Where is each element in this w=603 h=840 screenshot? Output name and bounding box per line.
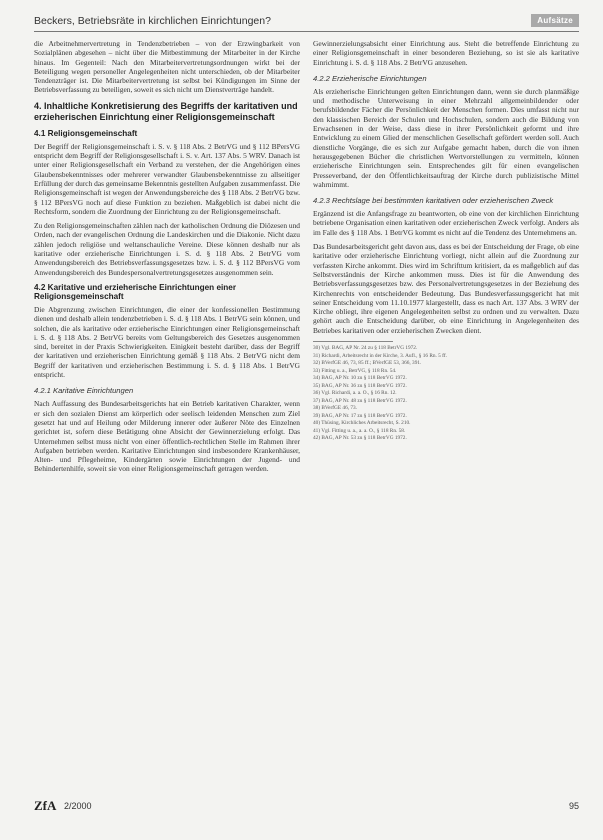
footnote: 32) BVerfGE 46, 73, 85 ff.; BVerfGE 53, 366, 391.: [313, 360, 422, 367]
footnote: 35) BAG, AP Nr. 36 zu § 118 BetrVG 1972.: [313, 382, 407, 389]
footnote: 33) Fitting u. a., BetrVG, § 118 Rn. 54.: [313, 367, 397, 374]
page-number: 95: [568, 801, 579, 811]
footnote: 30) Vgl. BAG, AP Nr. 24 zu § 118 BetrVG 1972.: [313, 345, 418, 352]
paragraph: Der Begriff der Religionsgemeinschaft i. S. v. § 118 Abs. 2 BetrVG und § 112 BPersVG entspricht dem Begriff der Religionsgesellschaft i. S. v. Art. 137 Abs. 5 WRV. Danach ist unter einer Religionsgesellschaft ein Verband zu verstehen, der die Angehörigen eines Glaubensbekenntnisses oder mehrerer verwandter Glaubensbekenntnisse zu allseitiger Erfüllung der durch das gemeinsame Bekenntnis gestellten Aufgaben zusammenfasst. Die Religionsgemeinschaft ist wegen der Anwendungsbereiche des § 118 Abs. 2 BetrVG bzw. § 112 BPersVG noch auf diese Funktion zu beziehen. Maßgeblich ist dabei nicht die Rechtsform, sondern die Zuordnung der Einrichtung zu der Religionsgemeinschaft.: [34, 141, 300, 216]
page-footer: [34, 798, 579, 816]
footnote: 31) Richardi, Arbeitsrecht in der Kirche, 3. Aufl., § 16 Rn. 5 ff.: [313, 352, 447, 359]
subsubsection-heading: 4.2.3 Rechtslage bei bestimmten karitativen oder erzieherischen Zweck: [313, 196, 554, 206]
footnote: 38) BVerfGE 46, 73.: [313, 405, 357, 412]
footnote: 39) BAG, AP Nr. 17 zu § 118 BetrVG 1972.: [313, 412, 407, 419]
section-heading: 4. Inhaltliche Konkretisierung des Begriffs der karitativen und erzieherischen Einrichtung einer Religionsgemeinschaft: [34, 100, 298, 122]
page-header: [34, 12, 579, 32]
paragraph: Als erzieherische Einrichtungen gelten Einrichtungen dann, wenn sie durch planmäßige und methodische Unterweisung in einer Mehrzahl allgemeinbildender oder berufsbildender Fächer die Persönlichkeit der Menschen formen. Dies umfasst nicht nur den klassischen Bereich der Schulen und Hochschulen, sondern auch die Bildung von Erwachsenen in der Weise, dass diese in ihrer Persönlichkeit geformt und ihre Entwicklung zu einem Glied der menschlichen Gesellschaft gefördert werden soll. Auch dienstliche Vorgänge, die es sich zur Aufgabe gemacht haben, durch die von ihnen herausgegebenen Bücher die christlichen Wertvorstellungen zu vermitteln, können erzieherische Einrichtungen sein. Entsprechendes gilt für einen evangelischen Presseverband, der den Öffentlichkeitsauftrag der Kirche durch publizistische Mittel wahrnimmt.: [313, 86, 579, 189]
footnote: 41) Vgl. Fitting u. a., a. a. O., § 118 Rn. 58.: [313, 427, 406, 434]
footnotes: [313, 345, 579, 443]
journal-logo: ZfA: [34, 798, 57, 813]
running-title: Beckers, Betriebsräte in kirchlichen Einrichtungen?: [34, 15, 271, 27]
paragraph: die Arbeitnehmervertretung in Tendenzbetrieben – von der Erzwingbarkeit von Sozialplänen abgesehen – nicht über die Mitbestimmung der Mitarbeiter in der Kirche hinaus. Im Gegenteil: Nach den Mitarbeitervertretungsordnungen wirkt bei der Beteiligung wegen personeller Angelegenheiten nicht unterschieden, ob der Mitarbeiter Tendenzträger ist. Die Mitarbeitervertretung ist selbst bei Kündigungen im Sinne der Betriebsverfassung zu beteiligen, soweit es sich nicht um Dienstverträge handelt.: [34, 39, 300, 95]
left-column: [34, 39, 300, 759]
header-rule: [34, 31, 579, 32]
paragraph: Gewinnerzielungsabsicht einer Einrichtung aus. Steht die betreffende Einrichtung zu einer Religionsgemeinschaft in einer besonderen Beziehung, so ist sie als karitative Einrichtung i. S. d. § 118 Abs. 2 BetrVG anzusehen.: [313, 39, 579, 67]
subsubsection-heading: 4.2.2 Erzieherische Einrichtungen: [313, 73, 427, 83]
paragraph: Ergänzend ist die Anfangsfrage zu beantworten, ob eine von der kirchlichen Einrichtung betriebene Organisation einen karitativen oder erzieherischen Zweck verfolgt. Anders als im Falle des § 118 Abs. 1 BetrVG kommt es nicht auf die Tendenz des Unternehmens an.: [313, 209, 579, 237]
subsection-heading: 4.1 Religionsgemeinschaft: [34, 128, 138, 138]
section-tag: Aufsätze: [531, 14, 579, 27]
footnote: 40) Thüsing, Kirchliches Arbeitsrecht, S. 210.: [313, 420, 411, 427]
subsubsection-heading: 4.2.1 Karitative Einrichtungen: [34, 386, 134, 396]
footnote: 37) BAG, AP Nr. 48 zu § 118 BetrVG 1972.: [313, 397, 407, 404]
footnote: 36) Vgl. Richardi, a. a. O., § 16 Rn. 12.: [313, 390, 397, 397]
paragraph: Zu den Religionsgemeinschaften zählen nach der katholischen Ordnung die Diözesen und Orden, nach der evangelischen Ordnung die Landeskirchen und die Diakonie. Nicht dazu zählen jedoch religiöse und weltanschauliche Vereine. Diese können deshalb nur als karitative oder erzieherische Einrichtungen i. S. d. § 118 Abs. 2 BetrVG vom Anwendungsbereich des Betriebsverfassungsgesetzes bzw. i. S. d. § 112 BPersVG vom Anwendungsbereich des Bundespersonalvertretungsgesetzes ausgenommen sein.: [34, 221, 300, 277]
footnote: 42) BAG, AP Nr. 53 zu § 118 BetrVG 1972.: [313, 435, 407, 442]
paragraph: Das Bundesarbeitsgericht geht davon aus, dass es bei der Entscheidung der Frage, ob eine karitative oder erzieherische Einrichtung vorliegt, nicht allein auf die Zuordnung zur verfassten Kirche ankommt. Dies wird im Schrifttum kritisiert, da es maßgeblich auf das Selbstverständnis der Kirche ankommen muss. Dies ist für die Anwendung des Betriebsverfassungsgesetzes bzw. des Personalvertretungsgesetzes in der Beziehung des Kirchenrechts von entscheidender Bedeutung. Das Bundesverfassungsgericht hat mit seiner Entscheidung vom 11.10.1977 klargestellt, dass es nach Art. 137 Abs. 3 WRV der Kirche obliegt, ihre eigenen Angelegenheiten selbst zu ordnen und zu verwalten. Dazu gehört auch die Entscheidung darüber, ob eine Einrichtung in Angelegenheiten des Betriebes karitativen oder erzieherischen Zwecken dient.: [313, 242, 579, 335]
footnote-rule: [313, 341, 393, 342]
paragraph: Nach Auffassung des Bundesarbeitsgerichts hat ein Betrieb karitativen Charakter, wenn er sich den sozialen Dienst am körperlich oder seelisch leidenden Menschen zum Ziel gesetzt hat und auf Heilung oder Milderung innerer oder äußerer Nöte des Einzelnen gerichtet ist, sofern diese Betätigung ohne Absicht der Gewinnerzielung erfolgt. Das Unternehmen selbst muss nicht von einer öffentlich-rechtlichen Stelle im Rahmen ihrer Aufgaben betrieben werden. Karitative Einrichtungen sind insbesondere Krankenhäuser, Alten- und Pflegeheime, Kindergärten sowie Einrichtungen der Jugend- und Behindertenhilfe, soweit sie von einer Religionsgemeinschaft getragen werden.: [34, 399, 300, 474]
subsection-heading: 4.2 Karitative und erzieherische Einrichtungen einer Religionsgemeinschaft: [34, 282, 237, 301]
footnote: 34) BAG, AP Nr. 10 zu § 118 BetrVG 1972.: [313, 375, 407, 382]
paragraph: Die Abgrenzung zwischen Einrichtungen, die einer der konfessionellen Bestimmung dienen und deshalb allein tendenzbetrieben i. S. d. § 118 Abs. 1 BetrVG sein können, und solchen, die als karitative oder erzieherische Einrichtungen einer Religionsgemeinschaft i. S. d. § 118 Abs. 2 BetrVG bereits vom Geltungsbereich des Gesetzes ausgenommen sind, bereitet in der Praxis Schwierigkeiten. Einigkeit besteht darüber, dass der Begriff der karitativen und erzieherischen Einrichtung gemäß § 118 Abs. 2 BetrVG nicht dem Begriff der karitativen und erzieherischen Bestimmung i. S. d. § 118 Abs. 1 BetrVG entspricht.: [34, 304, 300, 380]
issue-number: 2/2000: [64, 801, 92, 811]
right-column: [313, 39, 579, 759]
